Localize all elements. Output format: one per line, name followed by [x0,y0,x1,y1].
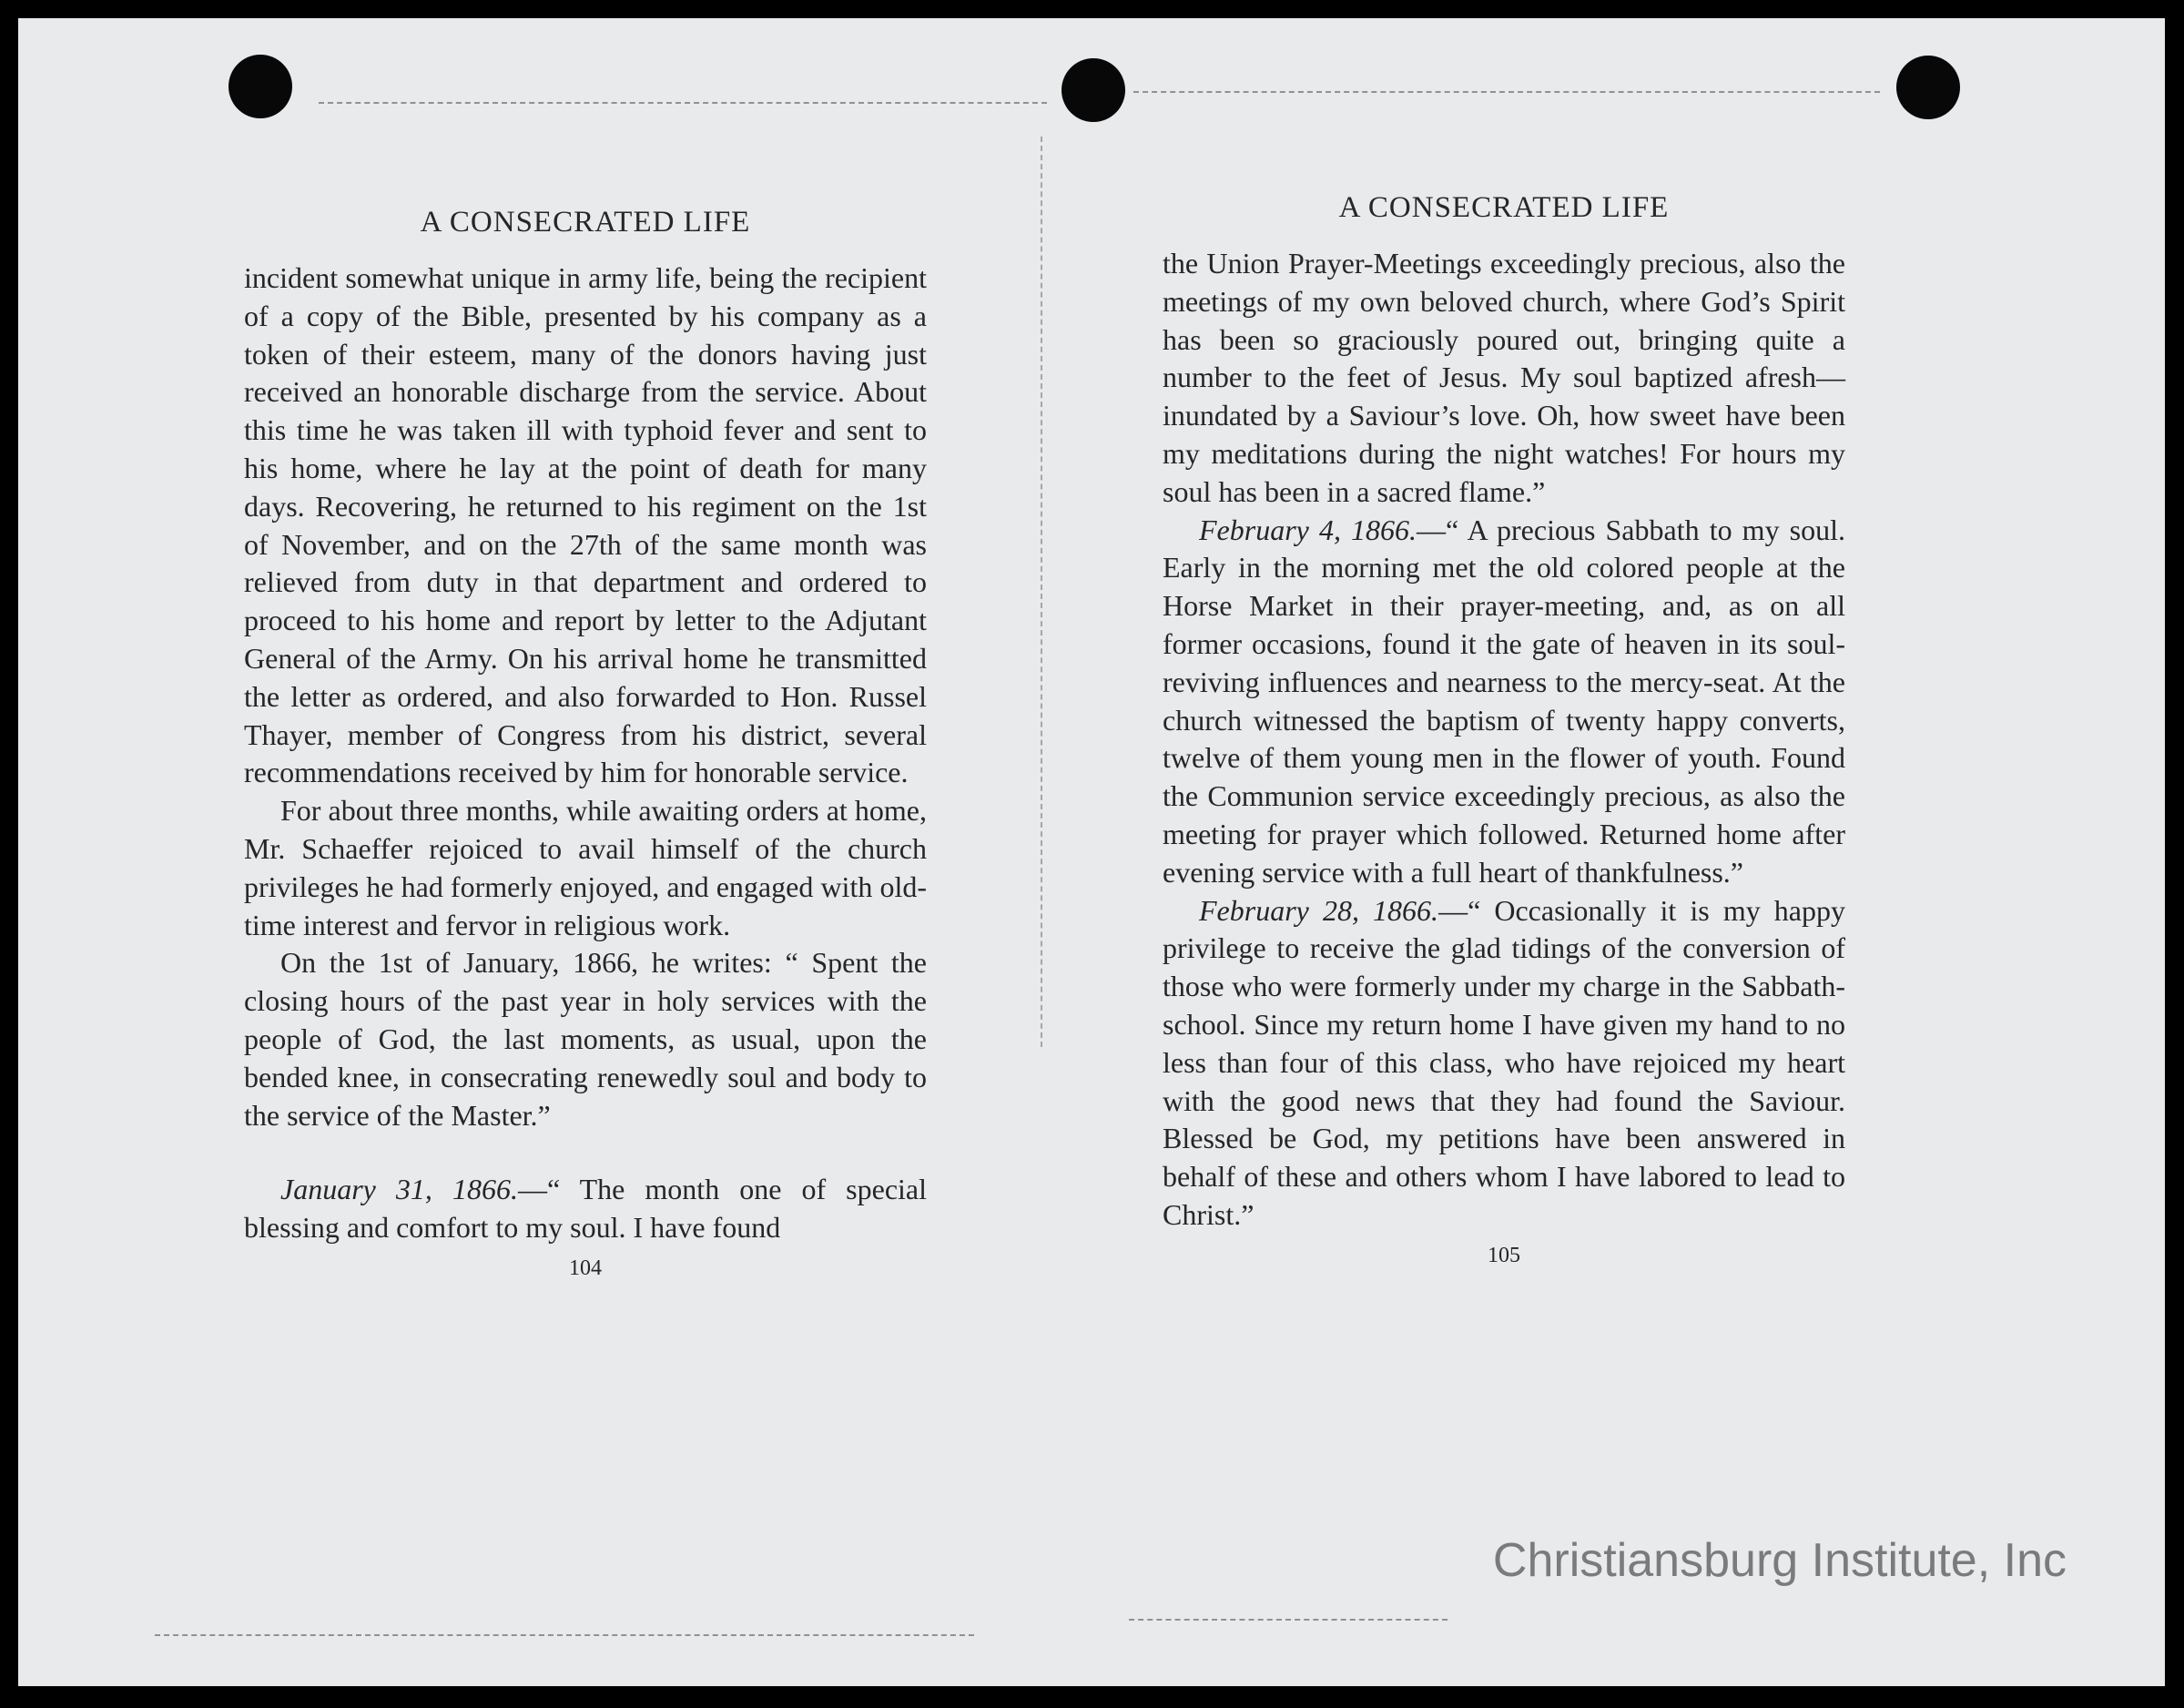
fold-line-top-right [1133,91,1880,93]
entry-date: February 28, 1866. [1199,893,1439,927]
right-page [1163,191,1845,1268]
diary-entry [1163,512,1845,892]
running-head: A CONSECRATED LIFE [420,206,751,239]
punch-hole-left [229,55,292,118]
paragraph: For about three months, while awaiting orders at home, Mr. Schaeffer rejoiced to avail himself of the church privileges he had formerly enjoyed, and engaged with old-time interest and fervor in religious work. [244,794,927,941]
diary-entry [244,1171,927,1247]
punch-hole-right [1896,56,1960,119]
entry-text: —“ Occasionally it is my happy privilege to receive the glad tidings of the conversion of those who were formerly under my charge in the Sabbath-school. Since my return home I have given my hand to no less than four of this class, who have rejoiced my heart with the good news that they had found the Saviour. Blessed be God, my petitions have been answered in behalf of these and others whom I have labored to lead to Christ.” [1163,893,1846,1231]
scanned-sheet [18,18,2165,1686]
fold-line-bottom-left [155,1634,974,1636]
entry-text: —“ A precious Sabbath to my soul. Early in the morning met the old colored people at the Horse Market in their prayer-meeting, and, as on all former occasions, found it the gate of heaven in its soul-reviving influences and nearness to the mercy-seat. At the church witnessed the baptism of twenty happy converts, twelve of them young men in the flower of youth. Found the Communion service exceedingly precious, as also the meeting for prayer which followed. Returned home after evening service with a full heart of thankfulness.” [1163,513,1846,889]
page-number: 105 [1488,1243,1520,1267]
watermark: Christiansburg Institute, Inc [1492,1534,2067,1587]
punch-hole-center [1062,58,1125,122]
gutter-line [1041,137,1042,1047]
running-head: A CONSECRATED LIFE [1338,191,1670,224]
paragraph: incident somewhat unique in army life, being the recipient of a copy of the Bible, presented by his company as a token of their esteem, many of the donors having just received an honorable discharge from the service. About this time he was taken ill with typhoid fever and sent to his home, where he lay at the point of death for many days. Recovering, he returned to his regiment on the 1st of November, and on the 27th of the same month was relieved from duty in that department and ordered to proceed to his home and report by letter to the Adjutant General of the Army. On his arrival home he transmitted the letter as ordered, and also forwarded to Hon. Russel Thayer, member of Congress from his district, several recommendations received by him for honorable service. [244,261,927,789]
paragraph: On the 1st of January, 1866, he writes: “ Spent the closing hours of the past year in holy services with the people of God, the last moments, as usual, upon the bended knee, in consecrating renewedly soul and body to the service of the Master.” [244,946,927,1132]
left-page [244,206,927,1281]
diary-entry [1163,892,1845,1235]
page-number: 104 [569,1256,602,1280]
fold-line-bottom-right [1129,1619,1448,1621]
entry-text: —“ The month one of special blessing and comfort to my soul. I have found [244,1173,928,1245]
entry-date: February 4, 1866. [1199,513,1417,546]
fold-line-top-left [319,102,1047,104]
paragraph: the Union Prayer-Meetings exceedingly precious, also the meetings of my own beloved church, where God’s Spirit has been so graciously poured out, bringing quite a number to the feet of Jesus. My soul baptized afresh—inundated by a Saviour’s love. Oh, how sweet have been my meditations during the night watches! For hours my soul has been in a sacred flame.” [1163,247,1845,508]
entry-date: January 31, 1866. [280,1173,518,1206]
